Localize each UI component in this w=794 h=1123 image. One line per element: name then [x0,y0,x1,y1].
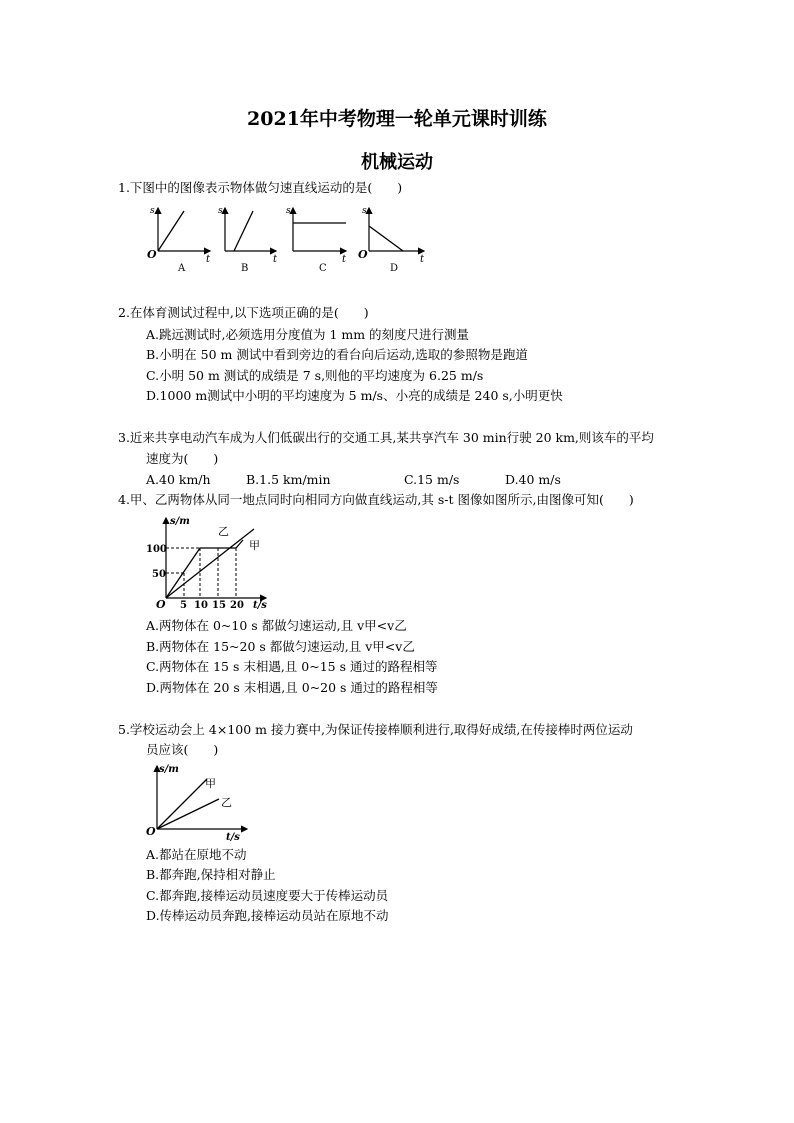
q2-option-c: C.小明 50 m 测试的成绩是 7 s,则他的平均速度为 6.25 m/s [146,368,484,383]
q3-option-a: A.40 km/h [146,472,211,487]
q3-option-b: B.1.5 km/min [246,472,331,487]
q1-label-a: A [178,263,186,274]
q4-ytick-50: 50 [152,569,166,580]
q5-option-c: C.都奔跑,接棒运动员速度要大于传棒运动员 [146,888,389,903]
q2-option-a: A.跳远测试时,必须选用分度值为 1 mm 的刻度尺进行测量 [146,327,470,342]
q1-label-d: D [390,263,399,274]
q4-xtick-20: 20 [230,600,244,611]
q5-stem-line2: 员应该( ) [146,742,219,757]
q5-series-jia: 甲 [205,777,216,790]
q5-series-yi: 乙 [221,796,232,809]
q5-option-b: B.都奔跑,保持相对静止 [146,867,276,882]
q4-option-b: B.两物体在 15~20 s 都做匀速运动,且 v甲<v乙 [146,639,415,654]
q1-a-t: t [206,254,211,265]
q5-option-d: D.传棒运动员奔跑,接棒运动员站在原地不动 [146,908,389,923]
q4-option-a: A.两物体在 0~10 s 都做匀速运动,且 v甲<v乙 [146,618,407,633]
q5-origin: O [146,825,156,838]
q5-option-a: A.都站在原地不动 [146,847,247,862]
q5-line-yi [157,799,219,829]
q4-xtick-10: 10 [194,600,208,611]
q1-a-origin: O [147,248,157,261]
q1-c-t: t [342,254,347,265]
q4-xtick-5: 5 [180,600,187,611]
q4-option-c: C.两物体在 15 s 末相遇,且 0~15 s 通过的路程相等 [146,659,438,674]
q1-b-t: t [273,254,278,265]
q1-d-origin: O [358,248,368,261]
q4-xtick-15: 15 [212,600,226,611]
q5-ylabel: s/m [159,764,179,775]
q4-ylabel: s/m [170,516,190,527]
q1-stem: 1.下图中的图像表示物体做匀速直线运动的是( ) [118,180,403,195]
q3-stem-line2: 速度为( ) [146,451,219,466]
q4-ytick-100: 100 [146,544,167,555]
q2-option-b: B.小明在 50 m 测试中看到旁边的看台向后运动,选取的参照物是跑道 [146,347,528,362]
q1-label-c: C [319,263,327,274]
q4-xlabel: t/s [253,600,267,611]
q4-series-yi: 乙 [218,525,229,538]
q2-option-d: D.1000 m测试中小明的平均速度为 5 m/s、小亮的成绩是 240 s,小明更快 [146,388,563,403]
q4-stem: 4.甲、乙两物体从同一地点同时向相同方向做直线运动,其 s-t 图像如图所示,由图像可知( ) [118,492,634,507]
q2-stem: 2.在体育测试过程中,以下选项正确的是( ) [118,305,369,320]
q1-label-b: B [241,263,249,274]
page-subtitle: 机械运动 [361,152,433,173]
q5-line-jia [157,779,207,829]
q1-a-s: s [150,206,155,216]
q1-b-s: s [218,206,223,216]
q4-option-d: D.两物体在 20 s 末相遇,且 0~20 s 通过的路程相等 [146,680,438,695]
q4-origin: O [156,598,166,611]
q4-series-jia: 甲 [249,539,260,552]
q3-stem-line1: 3.近来共享电动汽车成为人们低碳出行的交通工具,某共享汽车 30 min行驶 20 km,则该车的平均 [118,430,654,445]
q3-option-c: C.15 m/s [404,472,460,487]
q1-d-t: t [420,254,425,265]
q3-option-d: D.40 m/s [505,472,561,487]
q5-xlabel: t/s [226,832,240,843]
q5-stem-line1: 5.学校运动会上 4×100 m 接力赛中,为保证传接棒顺利进行,取得好成绩,在传接棒时两位运动 [118,722,633,737]
q1-c-s: s [286,206,291,216]
page-title: 2021年中考物理一轮单元课时训练 [247,108,547,130]
q1-d-s: s [362,206,367,216]
